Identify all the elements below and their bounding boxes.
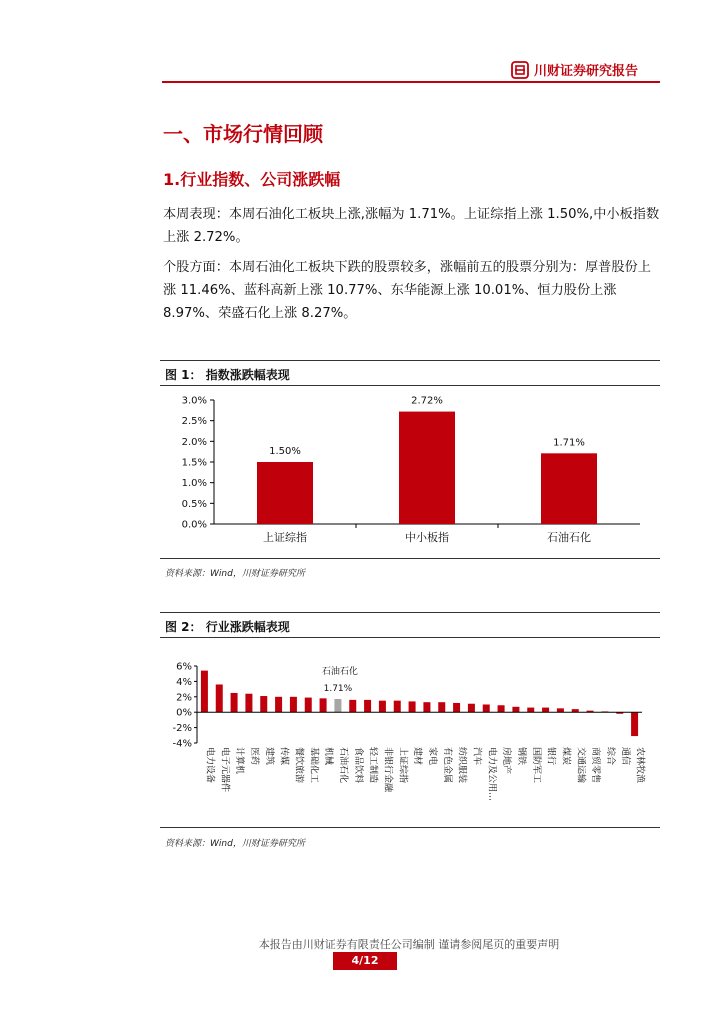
data-label: 1.71% bbox=[553, 437, 585, 449]
bar-12 bbox=[379, 701, 386, 713]
category-label: 纺织服装 bbox=[456, 747, 467, 784]
category-label: 建筑 bbox=[263, 747, 274, 766]
weekly-performance-paragraph: 本周表现：本周石油化工板块上涨,涨幅为 1.71%。上证综指上涨 1.50%,中小板指数上涨 2.72%。 bbox=[163, 207, 660, 245]
bar-3 bbox=[245, 694, 252, 712]
data-label: 2.72% bbox=[411, 395, 443, 407]
category-label: 医药 bbox=[248, 747, 259, 766]
bar-24 bbox=[557, 708, 564, 712]
bar-1 bbox=[399, 412, 455, 524]
y-tick-label: 2.0% bbox=[181, 436, 207, 448]
category-label: 通信 bbox=[619, 747, 630, 766]
bar-4 bbox=[260, 696, 267, 712]
figure1-title-rule bbox=[160, 385, 660, 386]
bar-18 bbox=[468, 704, 475, 712]
y-tick-label: 2% bbox=[176, 692, 192, 704]
bar-7 bbox=[305, 698, 312, 713]
header-company-name: 川财证券研究报告 bbox=[534, 64, 639, 79]
category-label: 上证综指 bbox=[263, 531, 307, 544]
y-tick-label: 4% bbox=[176, 676, 192, 688]
industry-change-chart bbox=[160, 650, 660, 825]
category-label: 石油石化 bbox=[547, 531, 591, 544]
y-tick-label: 0.0% bbox=[181, 519, 207, 531]
y-tick-label: 0% bbox=[176, 707, 192, 719]
bar-22 bbox=[527, 708, 534, 713]
figure2-top-rule bbox=[160, 612, 660, 613]
y-tick-label: 1.0% bbox=[181, 478, 207, 490]
y-tick-label: 2.5% bbox=[181, 416, 207, 428]
bar-2 bbox=[231, 693, 238, 712]
category-label: 食品饮料 bbox=[352, 747, 363, 784]
chuancai-logo-icon bbox=[511, 61, 529, 79]
category-label: 银行 bbox=[545, 747, 556, 766]
index-change-chart bbox=[160, 388, 660, 558]
highlight-label: 石油石化 bbox=[321, 667, 358, 677]
category-label: 煤炭 bbox=[560, 747, 571, 766]
category-label: 中小板指 bbox=[405, 531, 449, 544]
category-label: 综合 bbox=[604, 747, 615, 766]
footer-disclaimer: 本报告由川财证券有限责任公司编制 谨请参阅尾页的重要声明 bbox=[258, 938, 560, 951]
figure2-source: 资料来源：Wind，川财证券研究所 bbox=[165, 839, 305, 849]
category-label: 计算机 bbox=[234, 747, 245, 775]
bar-16 bbox=[438, 702, 445, 712]
bar-29 bbox=[631, 712, 638, 736]
figure1-top-rule bbox=[160, 360, 660, 361]
bar-20 bbox=[498, 705, 505, 712]
category-label: 餐饮旅游 bbox=[293, 747, 304, 784]
category-label: 电子元器件 bbox=[219, 747, 230, 793]
category-label: 交通运输 bbox=[575, 747, 586, 784]
bar-23 bbox=[542, 708, 549, 713]
y-tick-label: 0.5% bbox=[181, 498, 207, 510]
bar-11 bbox=[364, 700, 371, 712]
bar-17 bbox=[453, 703, 460, 712]
bar-1 bbox=[216, 684, 223, 712]
bar-9 bbox=[334, 699, 341, 712]
y-tick-label: -4% bbox=[172, 738, 192, 750]
category-label: 电力及公用… bbox=[486, 747, 497, 802]
category-label: 房地产 bbox=[501, 747, 512, 775]
data-label: 1.50% bbox=[269, 446, 301, 457]
bar-6 bbox=[290, 697, 297, 712]
bar-19 bbox=[483, 705, 490, 713]
category-label: 电力设备 bbox=[204, 747, 215, 784]
category-label: 基础化工 bbox=[308, 747, 319, 784]
figure1-title: 图 1： 指数涨跌幅表现 bbox=[165, 368, 290, 382]
figure2-bottom-rule bbox=[160, 827, 660, 828]
y-tick-label: 3.0% bbox=[181, 395, 207, 407]
bar-0 bbox=[201, 671, 208, 713]
category-label: 非银行金融 bbox=[382, 747, 393, 793]
bar-8 bbox=[320, 698, 327, 712]
category-label: 机械 bbox=[323, 747, 334, 766]
y-tick-label: 6% bbox=[176, 661, 192, 673]
stock-performance-paragraph: 个股方面：本周石油化工板块下跌的股票较多，涨幅前五的股票分别为：厚普股份上涨 11.46%、蓝科高新上涨 10.77%、东华能源上涨 10.01%、恒力股份上涨 8.97%、荣盛石化上涨 8.27%。 bbox=[163, 260, 651, 321]
category-label: 国防军工 bbox=[530, 747, 541, 784]
subsection-title: 1.行业指数、公司涨跌幅 bbox=[163, 170, 341, 189]
header-divider bbox=[162, 81, 660, 83]
highlight-value-label: 1.71% bbox=[323, 684, 353, 694]
category-label: 石油石化 bbox=[337, 747, 348, 784]
section-title: 一、市场行情回顾 bbox=[163, 122, 323, 146]
category-label: 商贸零售 bbox=[590, 747, 601, 784]
bar-15 bbox=[423, 702, 430, 712]
bar-5 bbox=[275, 697, 282, 712]
figure1-bottom-rule bbox=[160, 558, 660, 559]
page-number: 4/12 bbox=[333, 952, 397, 970]
bar-21 bbox=[512, 707, 519, 712]
figure2-title-rule bbox=[160, 637, 660, 638]
bar-10 bbox=[349, 700, 356, 712]
figure2-title: 图 2： 行业涨跌幅表现 bbox=[165, 620, 290, 634]
category-label: 传媒 bbox=[278, 747, 289, 766]
bar-0 bbox=[257, 462, 313, 524]
y-tick-label: -2% bbox=[172, 723, 192, 735]
category-label: 上证综指 bbox=[397, 747, 408, 784]
category-label: 汽车 bbox=[471, 747, 482, 766]
category-label: 有色金属 bbox=[441, 747, 452, 784]
figure1-source: 资料来源：Wind，川财证券研究所 bbox=[165, 569, 305, 579]
category-label: 家电 bbox=[426, 747, 437, 766]
category-label: 钢铁 bbox=[515, 747, 526, 766]
category-label: 轻工制造 bbox=[367, 747, 378, 784]
bar-13 bbox=[394, 701, 401, 713]
category-label: 农林牧渔 bbox=[634, 747, 645, 784]
y-tick-label: 1.5% bbox=[181, 457, 207, 469]
bar-2 bbox=[541, 453, 597, 524]
category-label: 建材 bbox=[412, 747, 423, 766]
bar-14 bbox=[409, 701, 416, 712]
